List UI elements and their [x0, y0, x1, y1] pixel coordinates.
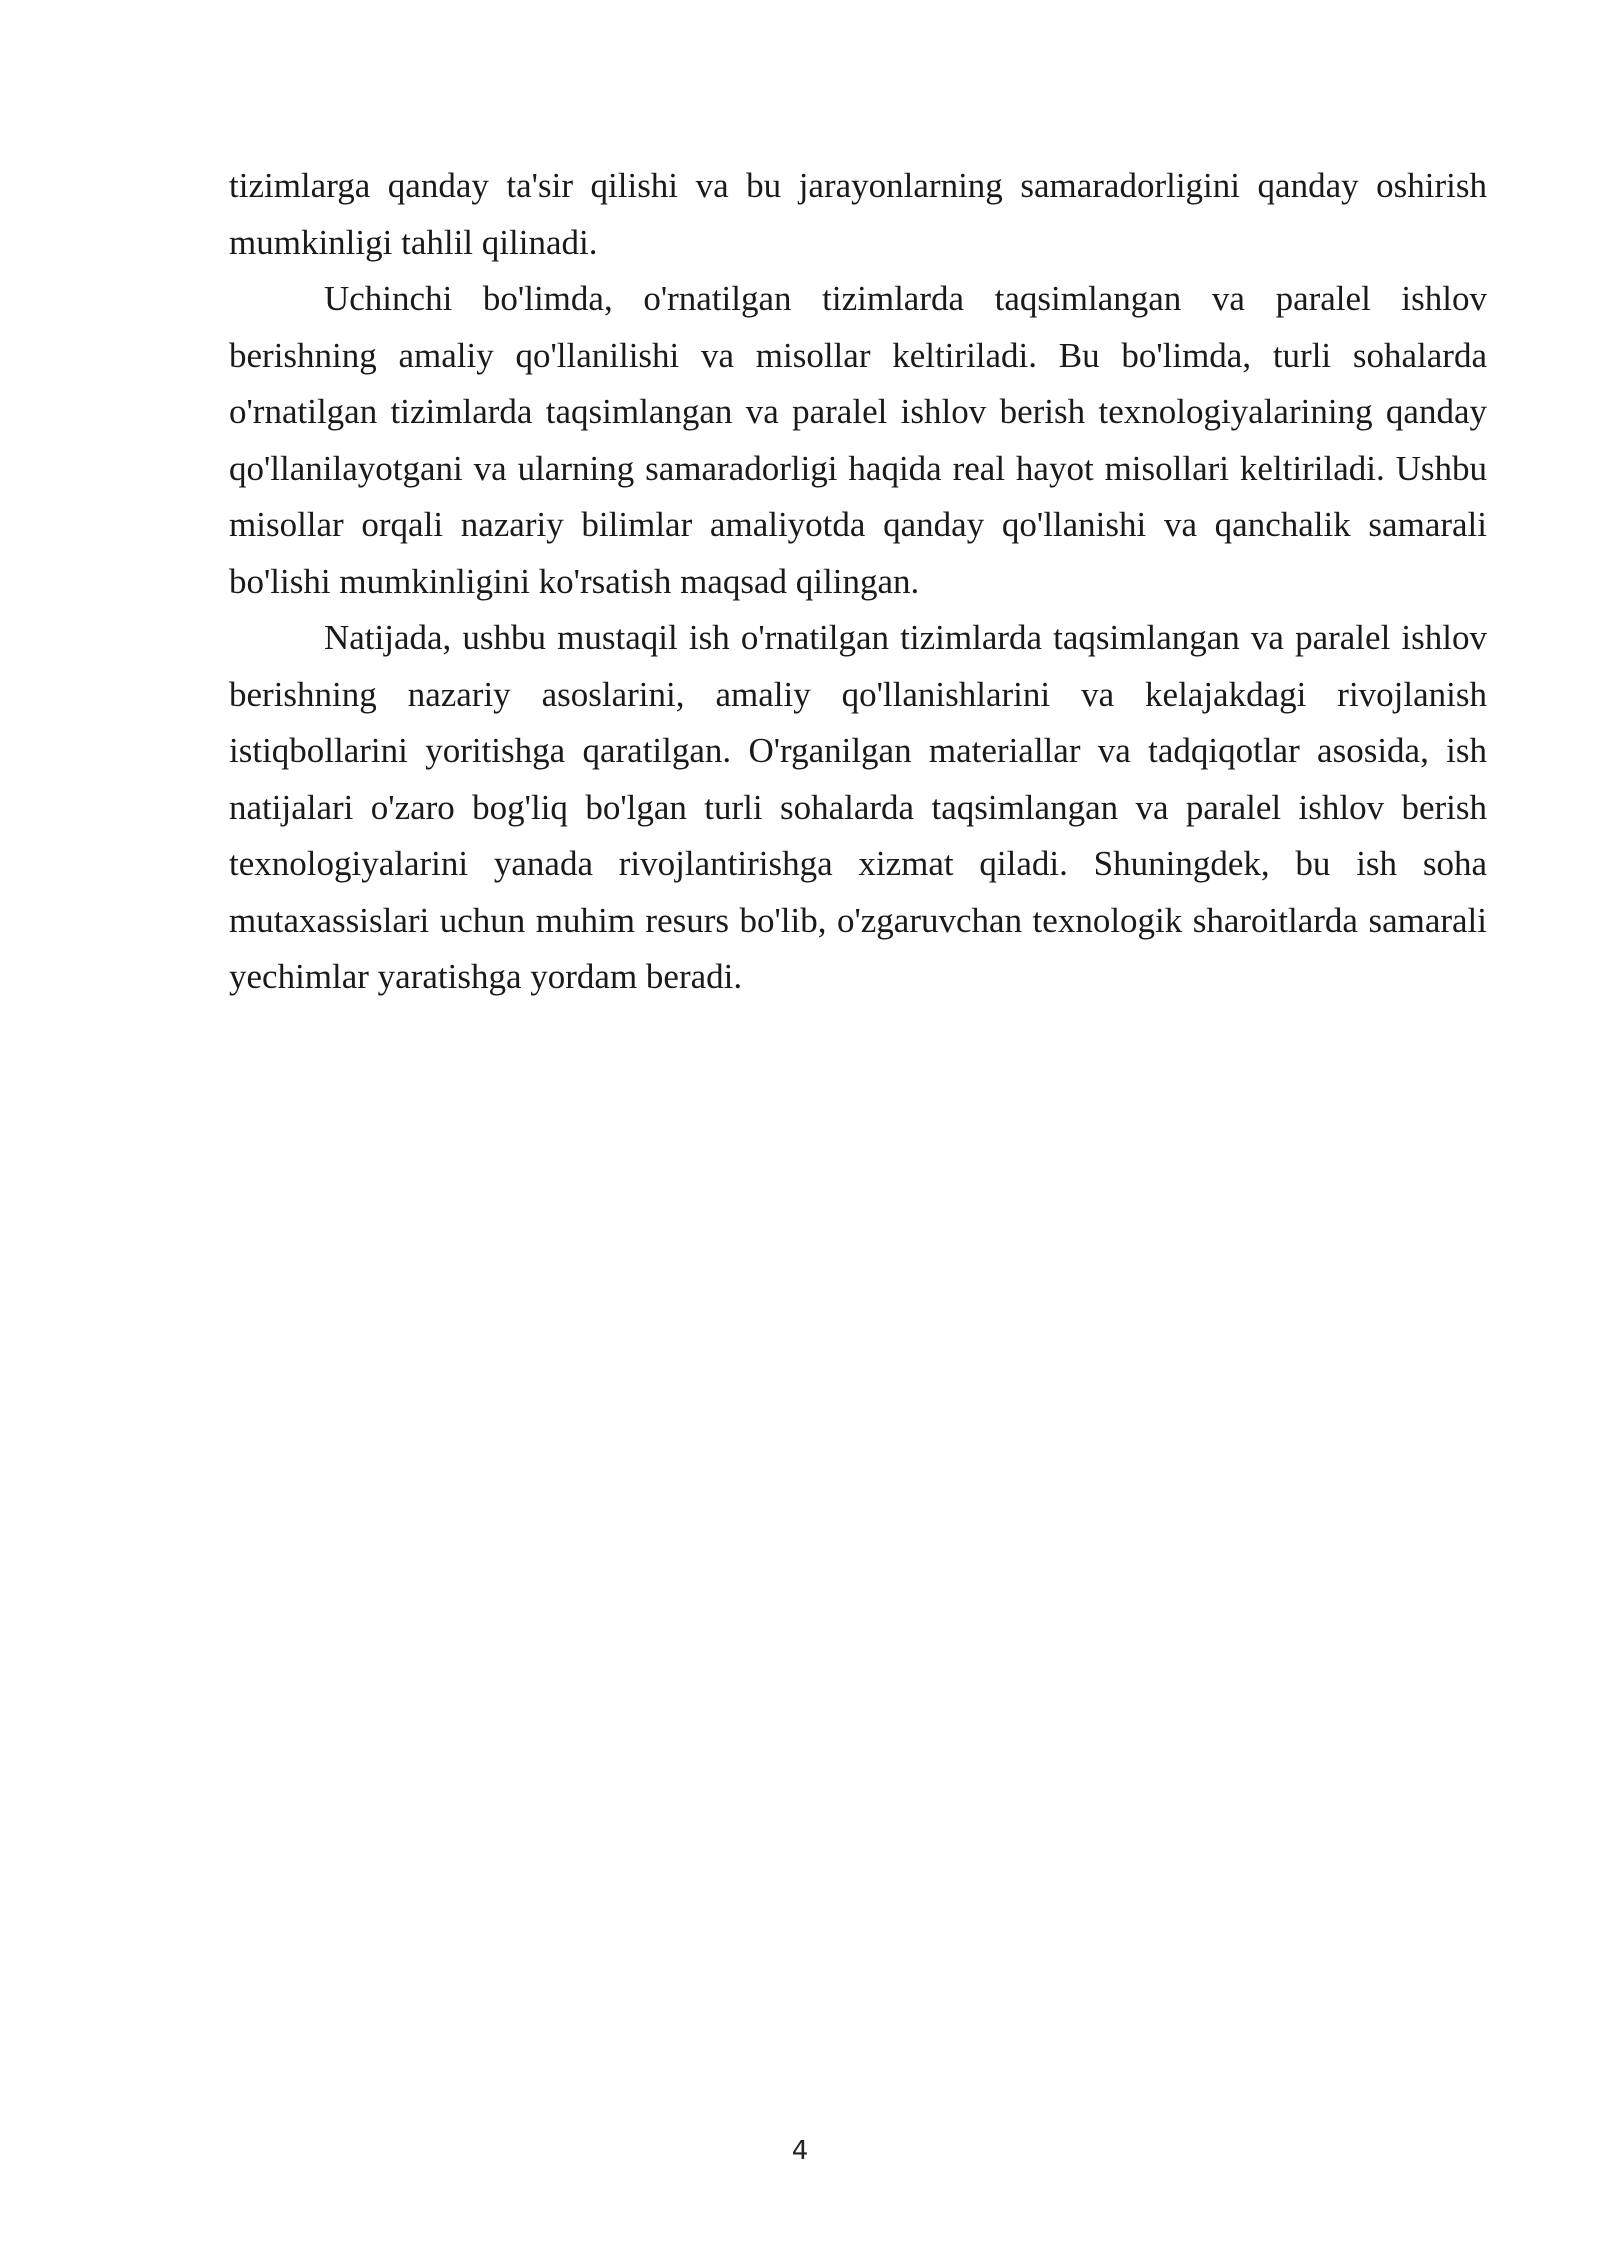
- paragraph-third-section: Uchinchi bo'limda, o'rnatilgan tizimlarda taqsimlangan va paralel ishlov berishning amaliy qo'llanilishi va misollar keltiriladi. Bu bo'limda, turli sohalarda o'rnatilgan tizimlarda taqsimlangan va paralel ishlov berish texnologiyalarining qanday qo'llanilayotgani va ularning samaradorligi haqida real hayot misollari keltiriladi. Ushbu misollar orqali nazariy bilimlar amaliyotda qanday qo'llanishi va qanchalik samarali bo'lishi mumkinligini ko'rsatish maqsad qilingan.: [229, 279, 1487, 601]
- paragraph-conclusion: Natijada, ushbu mustaqil ish o'rnatilgan tizimlarda taqsimlangan va paralel ishlov berishning nazariy asoslarini, amaliy qo'llanishlarini va kelajakdagi rivojlanish istiqbollarini yoritishga qaratilgan. O'rganilgan materiallar va tadqiqotlar asosida, ish natijalari o'zaro bog'liq bo'lgan turli sohalarda taqsimlangan va paralel ishlov berish texnologiyalarini yanada rivojlantirishga xizmat qiladi. Shuningdek, bu ish soha mutaxassislari uchun muhim resurs bo'lib, o'zgaruvchan texnologik sharoitlarda samarali yechimlar yaratishga yordam beradi.: [229, 618, 1487, 996]
- body-text: [229, 158, 1487, 1006]
- page-number: 4: [791, 2136, 809, 2166]
- paragraph-continuation: tizimlarga qanday ta'sir qilishi va bu jarayonlarning samaradorligini qanday oshirish mumkinligi tahlil qilinadi.: [229, 166, 1487, 262]
